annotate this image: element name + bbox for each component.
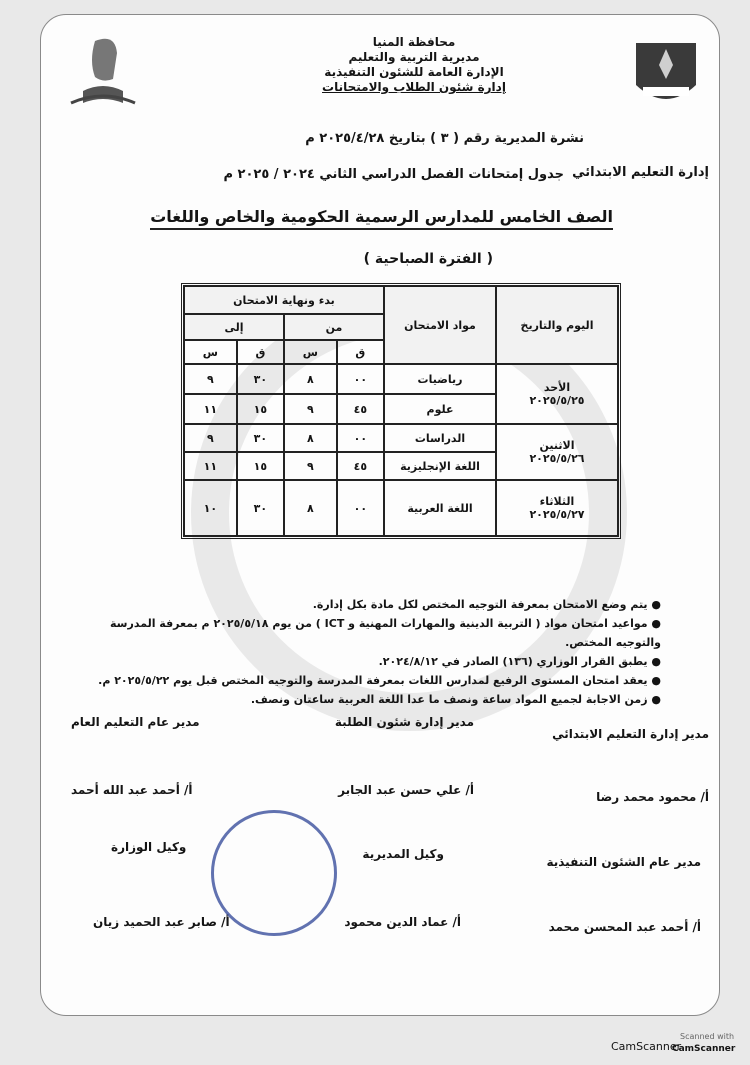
directorate: مديرية التربية والتعليم bbox=[348, 50, 480, 64]
admin: الإدارة العامة للشئون التنفيذية bbox=[324, 65, 504, 79]
exam-table: اليوم والتاريخ مواد الامتحان بدء ونهاية الامتحان من إلى ق س ق س الأحد ٢٠٢٥/٥/٢٥ رياضيات ٠٠ ٨ ٣٠ ٩ علوم ٤٥ ٩ ١٥ ١١ الاثنين ٢٠٢٥/٥/٢٦ الدراسات ٠٠ ٨ ٣٠ ٩ اللغة الإنجليزية ٤٥ ٩ ١٥ ١١ الثلاثاء ٢٠٢٥/٥/٢٧ اللغة العربية ٠٠ ٨ ٣٠ ١٠ bbox=[181, 283, 621, 539]
sig-title: مدير عام الشئون التنفيذية bbox=[546, 855, 701, 869]
h-q: ق bbox=[237, 340, 284, 364]
camscanner-badge: CamScanner bbox=[672, 1044, 736, 1054]
subject-cell: اللغة الإنجليزية bbox=[384, 452, 496, 480]
subject-cell: الدراسات bbox=[384, 424, 496, 452]
period-label: ( الفترة الصباحية ) bbox=[363, 251, 493, 267]
sig-name: أ/ عماد الدين محمود bbox=[344, 915, 461, 929]
governorate: محافظة المنيا bbox=[372, 35, 456, 49]
h-s: س bbox=[284, 340, 337, 364]
note-item: ● زمن الاجابة لجميع المواد ساعة ونصف ما عدا اللغة العربية ساعتان ونصف. bbox=[61, 690, 661, 709]
col-day: اليوم والتاريخ bbox=[496, 286, 618, 364]
bulletin-line: نشرة المديرية رقم ( ٣ ) بتاريخ ٢٠٢٥/٤/٢٨ م bbox=[305, 131, 584, 146]
sig-name: أ/ محمود محمد رضا bbox=[596, 790, 709, 804]
official-seal-icon bbox=[211, 810, 337, 936]
sig-title: مدير إدارة شئون الطلبة bbox=[334, 715, 474, 729]
h-s: س bbox=[184, 340, 237, 364]
h-q: ق bbox=[337, 340, 384, 364]
day-cell: الأحد ٢٠٢٥/٥/٢٥ bbox=[496, 364, 618, 424]
notes-list bbox=[61, 595, 661, 709]
note-item: ● يطبق القرار الوزاري (١٣٦) الصادر في ٢٠٢٤/٨/١٢. bbox=[61, 652, 661, 671]
header-text bbox=[204, 35, 624, 95]
col-from: من bbox=[284, 314, 384, 340]
col-to: إلى bbox=[184, 314, 284, 340]
scanned-with: Scanned with bbox=[680, 1032, 735, 1041]
note-item: ● يتم وضع الامتحان بمعرفة التوجيه المختص لكل مادة بكل إدارة. bbox=[61, 595, 661, 614]
sig-title: وكيل الوزارة bbox=[111, 840, 187, 854]
day-cell: الاثنين ٢٠٢٥/٥/٢٦ bbox=[496, 424, 618, 480]
sig-name: أ/ أحمد عبد المحسن محمد bbox=[548, 920, 701, 934]
minya-logo-icon bbox=[631, 35, 701, 115]
col-time: بدء ونهاية الامتحان bbox=[184, 286, 384, 314]
subject-cell: علوم bbox=[384, 394, 496, 424]
sig-title: مدير إدارة التعليم الابتدائي bbox=[552, 727, 709, 741]
note-item: ● يعقد امتحان المستوى الرفيع لمدارس اللغات بمعرفة المدرسة والتوجيه المختص قبل يوم ٢٠٢٥/٥/٢٢ م. bbox=[61, 671, 661, 690]
affairs: إدارة شئون الطلاب والامتحانات bbox=[322, 80, 506, 94]
subject-cell: اللغة العربية bbox=[384, 480, 496, 536]
schedule-line: جدول إمتحانات الفصل الدراسي الثاني ٢٠٢٤ / ٢٠٢٥ م bbox=[223, 167, 564, 182]
nefertiti-logo-icon bbox=[63, 31, 143, 113]
sig-name: أ/ علي حسن عبد الجابر bbox=[338, 783, 474, 797]
col-subject: مواد الامتحان bbox=[384, 286, 496, 364]
sig-name: أ/ أحمد عبد الله أحمد bbox=[71, 783, 193, 797]
page-title: الصف الخامس للمدارس الرسمية الحكومية والخاص واللغات bbox=[150, 207, 613, 230]
document-page bbox=[40, 14, 720, 1016]
sig-name: أ/ صابر عبد الحميد زيان bbox=[93, 915, 230, 929]
sig-title: وكيل المديرية bbox=[362, 847, 444, 861]
department: إدارة التعليم الابتدائي bbox=[572, 165, 709, 180]
note-item: ● مواعيد امتحان مواد ( التربية الدينية والمهارات المهنية و ICT ) من يوم ٢٠٢٥/٥/١٨ م بمعرفة المدرسة والتوجيه المختص. bbox=[61, 614, 661, 652]
day-cell: الثلاثاء ٢٠٢٥/٥/٢٧ bbox=[496, 480, 618, 536]
camscanner-brand: CamScanner bbox=[611, 1040, 682, 1053]
sig-title: مدير عام التعليم العام bbox=[71, 715, 200, 729]
subject-cell: رياضيات bbox=[384, 364, 496, 394]
